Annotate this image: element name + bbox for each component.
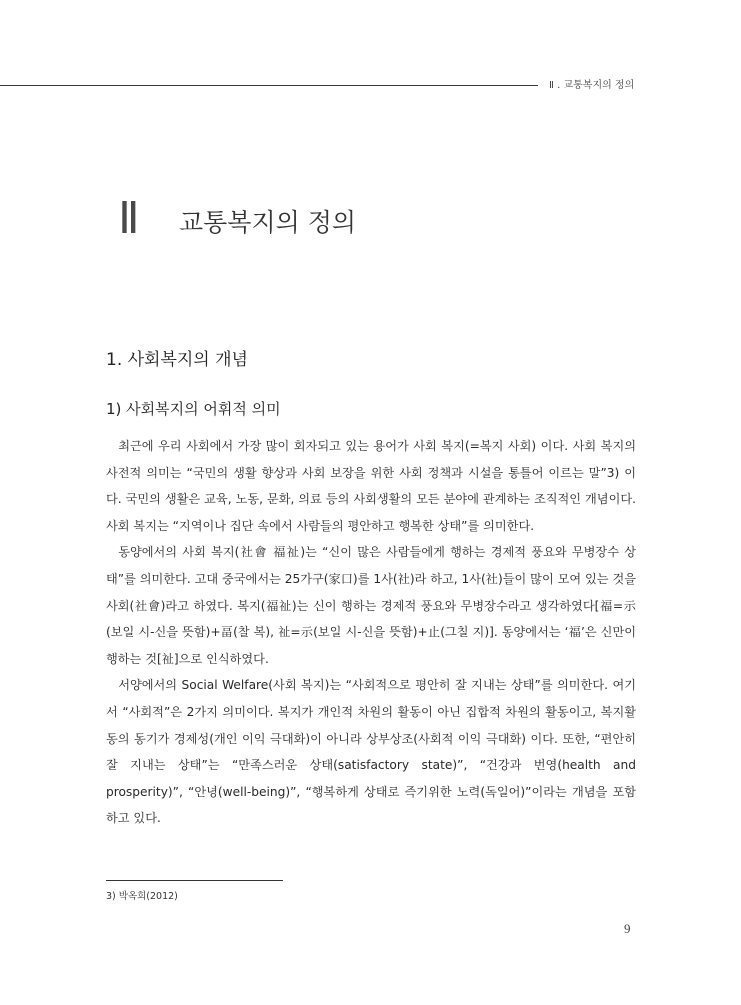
footnote: 3) 박옥희(2012)	[106, 891, 178, 902]
paragraph-2: 동양에서의 사회 복지(社會 福祉)는 “신이 많은 사람들에게 행하는 경제적 풍요와 무병장수 상태”를 의미한다. 고대 중국에서는 25가구(家口)를 1사(社)라 하고, 1사(社)들이 많이 모여 있는 것을 사회(社會)라고 하였다. 복지(福祉)는 신이 행하는 경제적 풍요와 무병장수라고 생각하였다[福=示(보일 시-신을 뜻함)+畐(찰 복), 祉=示(보일 시-신을 뜻함)+止(그칠 지)]. 동양에서는 ‘福’은 신만이 행하는 것[祉]으로 인식하였다.	[106, 545, 636, 666]
section-title: 1. 사회복지의 개념	[106, 350, 248, 370]
header-rule	[0, 85, 538, 86]
chapter-number: Ⅱ	[118, 194, 144, 243]
subsection-title: 1) 사회복지의 어휘적 의미	[106, 400, 281, 418]
paragraph-1: 최근에 우리 사회에서 가장 많이 회자되고 있는 용어가 사회 복지(=복지 사회) 이다. 사회 복지의 사전적 의미는 “국민의 생활 향상과 사회 보장을 위한 사회 정책과 시설을 통틀어 이르는 말”3) 이다. 국민의 생활은 교육, 노동, 문화, 의료 등의 사회생활의 모든 분야에 관계하는 조직적인 개념이다. 사회 복지는 “지역이나 집단 속에서 사람들의 평안하고 행복한 상태”를 의미한다.	[106, 439, 636, 533]
footnote-rule	[106, 880, 283, 881]
running-header: Ⅱ . 교통복지의 정의	[549, 80, 635, 91]
chapter-title: 교통복지의 정의	[179, 208, 356, 237]
paragraph-3: 서양에서의 Social Welfare(사회 복지)는 “사회적으로 평안히 잘 지내는 상태”를 의미한다. 여기서 “사회적”은 2가지 의미이다. 복지가 개인적 차원의 활동이 아닌 집합적 차원의 활동이고, 복지활동의 동기가 경제성(개인 이익 극대화)이 아니라 상부상조(사회적 이익 극대화) 이다. 또한, “편안히 잘 지내는 상태”는 “만족스러운 상태(satisfactory state)”, “건강과 번영(health and prosperity)”, “안녕(well-being)”, “행복하게 상태로 즉기위한 노력(독일어)”이라는 개념을 포함하고 있다.	[106, 678, 636, 826]
body-text	[106, 433, 636, 832]
page-number: 9	[624, 921, 631, 936]
